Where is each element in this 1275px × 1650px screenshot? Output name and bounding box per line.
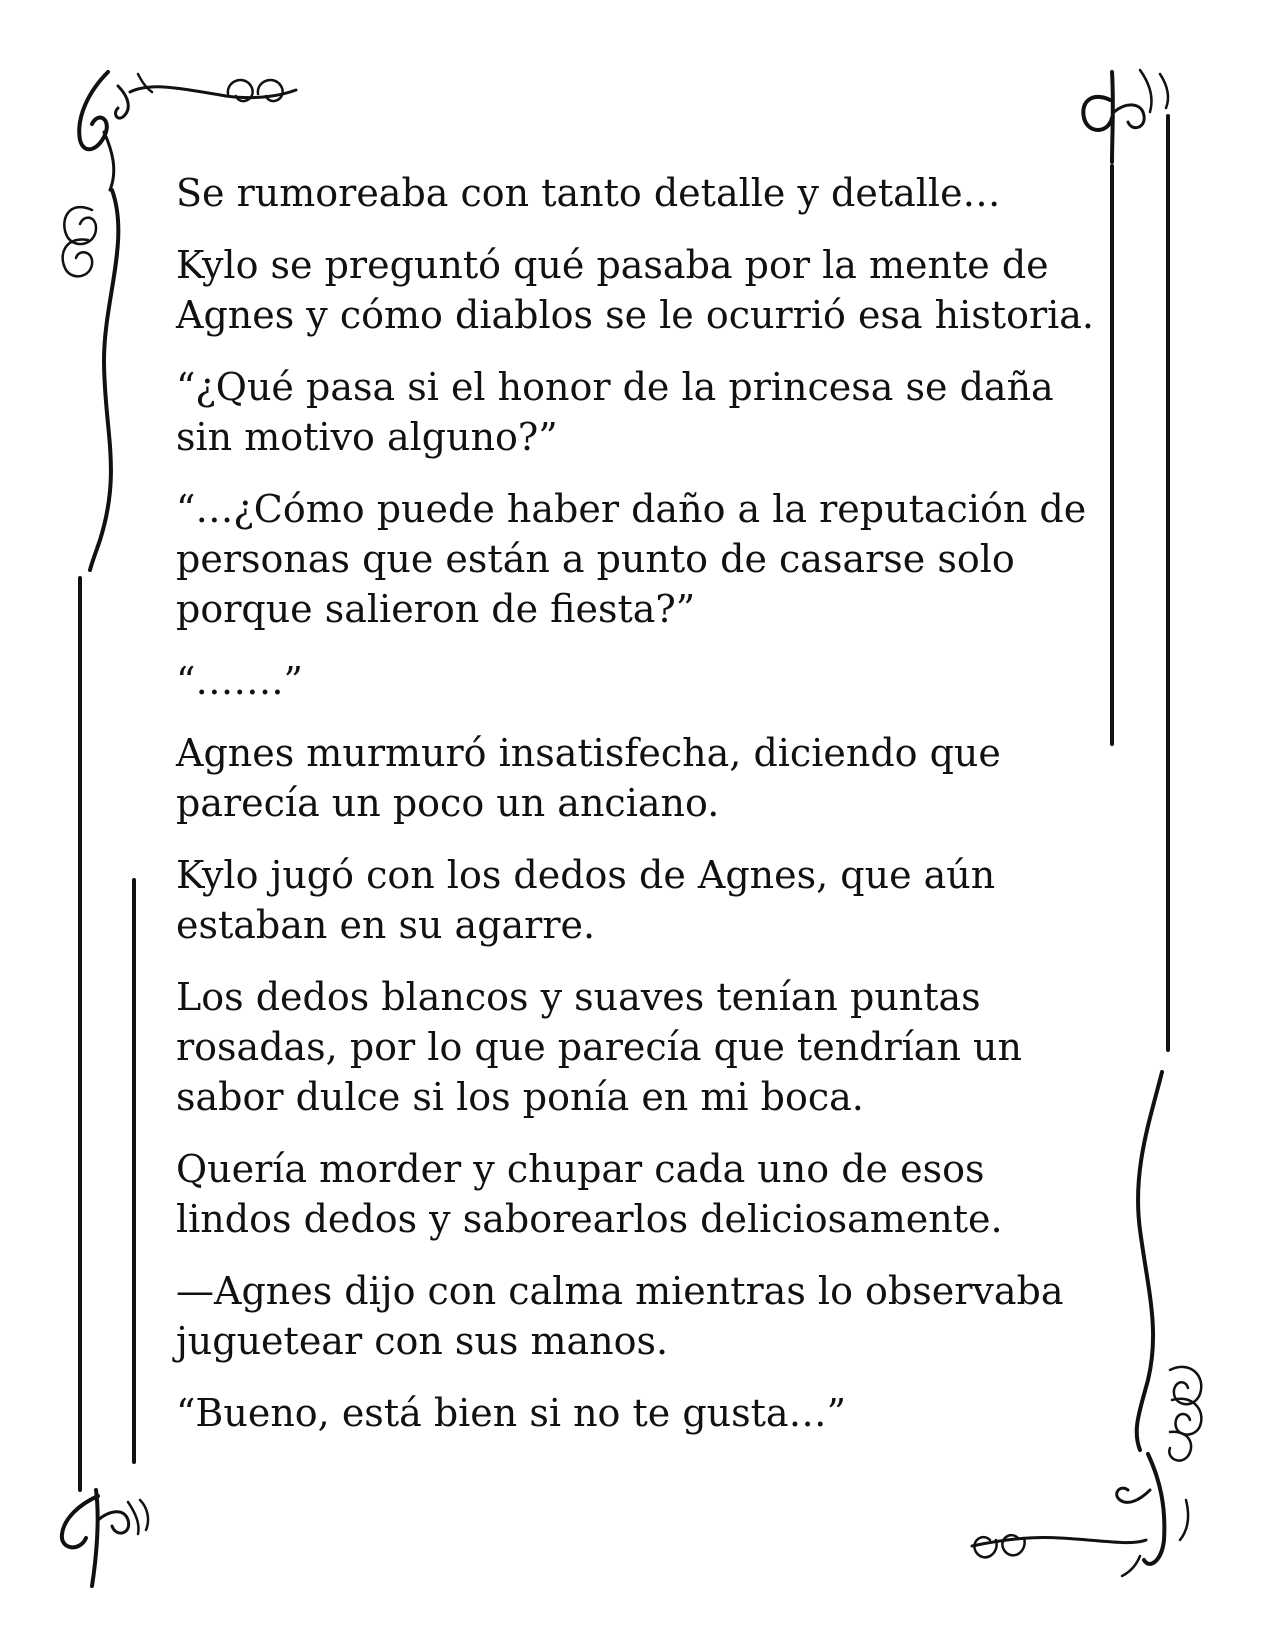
text-line: —Agnes dijo con calma mientras lo observaba: [176, 1269, 1064, 1313]
text-line: “Bueno, está bien si no te gusta…”: [176, 1391, 846, 1435]
text-line: lindos dedos y saborearlos deliciosamente.: [176, 1197, 1003, 1241]
text-line: rosadas, por lo que parecía que tendrían un: [176, 1025, 1022, 1069]
text-line: Se rumoreaba con tanto detalle y detalle…: [176, 171, 1001, 215]
paragraph: [176, 728, 1096, 828]
text-line: Kylo jugó con los dedos de Agnes, que aún: [176, 853, 996, 897]
paragraph: [176, 1388, 1096, 1438]
text-line: Agnes murmuró insatisfecha, diciendo que: [176, 731, 1001, 775]
paragraph: [176, 850, 1096, 950]
text-line: “¿Qué pasa si el honor de la princesa se daña: [176, 365, 1054, 409]
text-line: juguetear con sus manos.: [176, 1319, 669, 1363]
paragraph: [176, 362, 1096, 462]
text-line: Kylo se preguntó qué pasaba por la mente de: [176, 243, 1049, 287]
paragraph: [176, 484, 1096, 634]
text-line: sabor dulce si los ponía en mi boca.: [176, 1075, 864, 1119]
paragraph: [176, 1266, 1096, 1366]
text-line: parecía un poco un anciano.: [176, 781, 720, 825]
flourish-icon-top-right: [1083, 70, 1168, 162]
text-line: porque salieron de fiesta?”: [176, 587, 696, 631]
flourish-icon-bottom-left: [62, 1490, 148, 1586]
swirl-loop-icon-left: [63, 190, 119, 570]
text-line: Agnes y cómo diablos se le ocurrió esa historia.: [176, 293, 1094, 337]
text-line: Quería morder y chupar cada uno de esos: [176, 1147, 985, 1191]
text-line: personas que están a punto de casarse solo: [176, 537, 1015, 581]
swirl-loop-icon-right: [1137, 1072, 1202, 1461]
text-line: estaban en su agarre.: [176, 903, 596, 947]
paragraph: [176, 656, 1096, 706]
paragraph: [176, 1144, 1096, 1244]
text-line: “…….”: [176, 659, 303, 703]
story-text: [176, 168, 1096, 1460]
text-line: sin motivo alguno?”: [176, 415, 558, 459]
paragraph: [176, 972, 1096, 1122]
flourish-icon-bottom-right: [972, 1454, 1188, 1576]
paragraph: [176, 168, 1096, 218]
text-line: Los dedos blancos y suaves tenían puntas: [176, 975, 981, 1019]
text-line: “…¿Cómo puede haber daño a la reputación de: [176, 487, 1087, 531]
paragraph: [176, 240, 1096, 340]
